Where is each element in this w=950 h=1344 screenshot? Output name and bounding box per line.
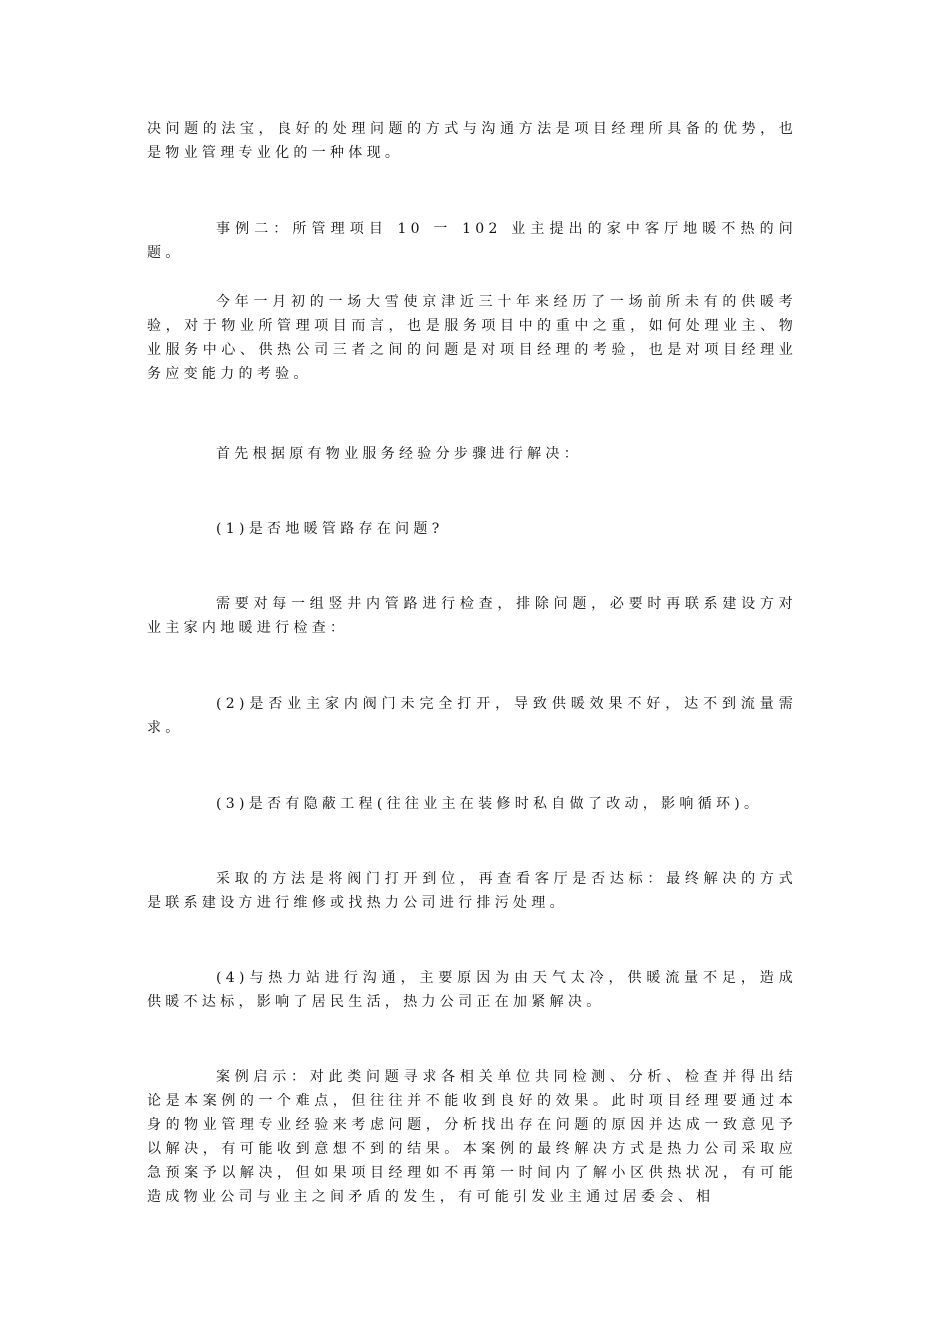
paragraph-step-1: (1)是否地暖管路存在问题? (216, 521, 444, 537)
paragraph-heating-background: 今年一月初的一场大雪使京津近三十年来经历了一场前所未有的供暖考验，对于物业所管理项目而言，也是服务项目中的重中之重，如何处理业主、物业服务中心、供热公司三者之间的问题是对项目经理的考验，也是对项目经理业务应变能力的考验。 (147, 294, 797, 382)
paragraph-case-two-title: 事例二：所管理项目 10 一 102 业主提出的家中客厅地暖不热的问题。 (147, 221, 797, 261)
paragraph-step-3: (3)是否有隐蔽工程(往往业主在装修时私自做了改动，影响循环)。 (216, 796, 763, 812)
paragraph-case-insight: 案例启示：对此类问题寻求各相关单位共同检测、分析、检查并得出结论是本案例的一个难点，但往往并不能收到良好的效果。此时项目经理要通过本身的物业管理专业经验来考虑问题，分析找出存在问题的原因并达成一致意见予以解决，有可能收到意想不到的结果。本案例的最终解决方式是热力公司采取应急预案予以解决，但如果项目经理如不再第一时间内了解小区供热状况，有可能造成物业公司与业主之间矛盾的发生，有可能引发业主通过居委会、相 (147, 1069, 797, 1205)
paragraph-step-1-detail: 需要对每一组竖井内管路进行检查，排除问题，必要时再联系建设方对业主家内地暖进行检查： (147, 596, 797, 636)
paragraph-step-2: (2)是否业主家内阀门未完全打开，导致供暖效果不好，达不到流量需求。 (147, 696, 797, 736)
paragraph-step-4: (4)与热力站进行沟通，主要原因为由天气太冷，供暖流量不足，造成供暖不达标，影响了居民生活，热力公司正在加紧解决。 (147, 970, 797, 1010)
paragraph-steps-intro: 首先根据原有物业服务经验分步骤进行解决： (216, 446, 582, 462)
paragraph-continuation: 决问题的法宝，良好的处理问题的方式与沟通方法是项目经理所具备的优势，也是物业管理专业化的一种体现。 (147, 121, 797, 161)
paragraph-method: 采取的方法是将阀门打开到位，再查看客厅是否达标：最终解决的方式是联系建设方进行维修或找热力公司进行排污处理。 (147, 871, 797, 911)
